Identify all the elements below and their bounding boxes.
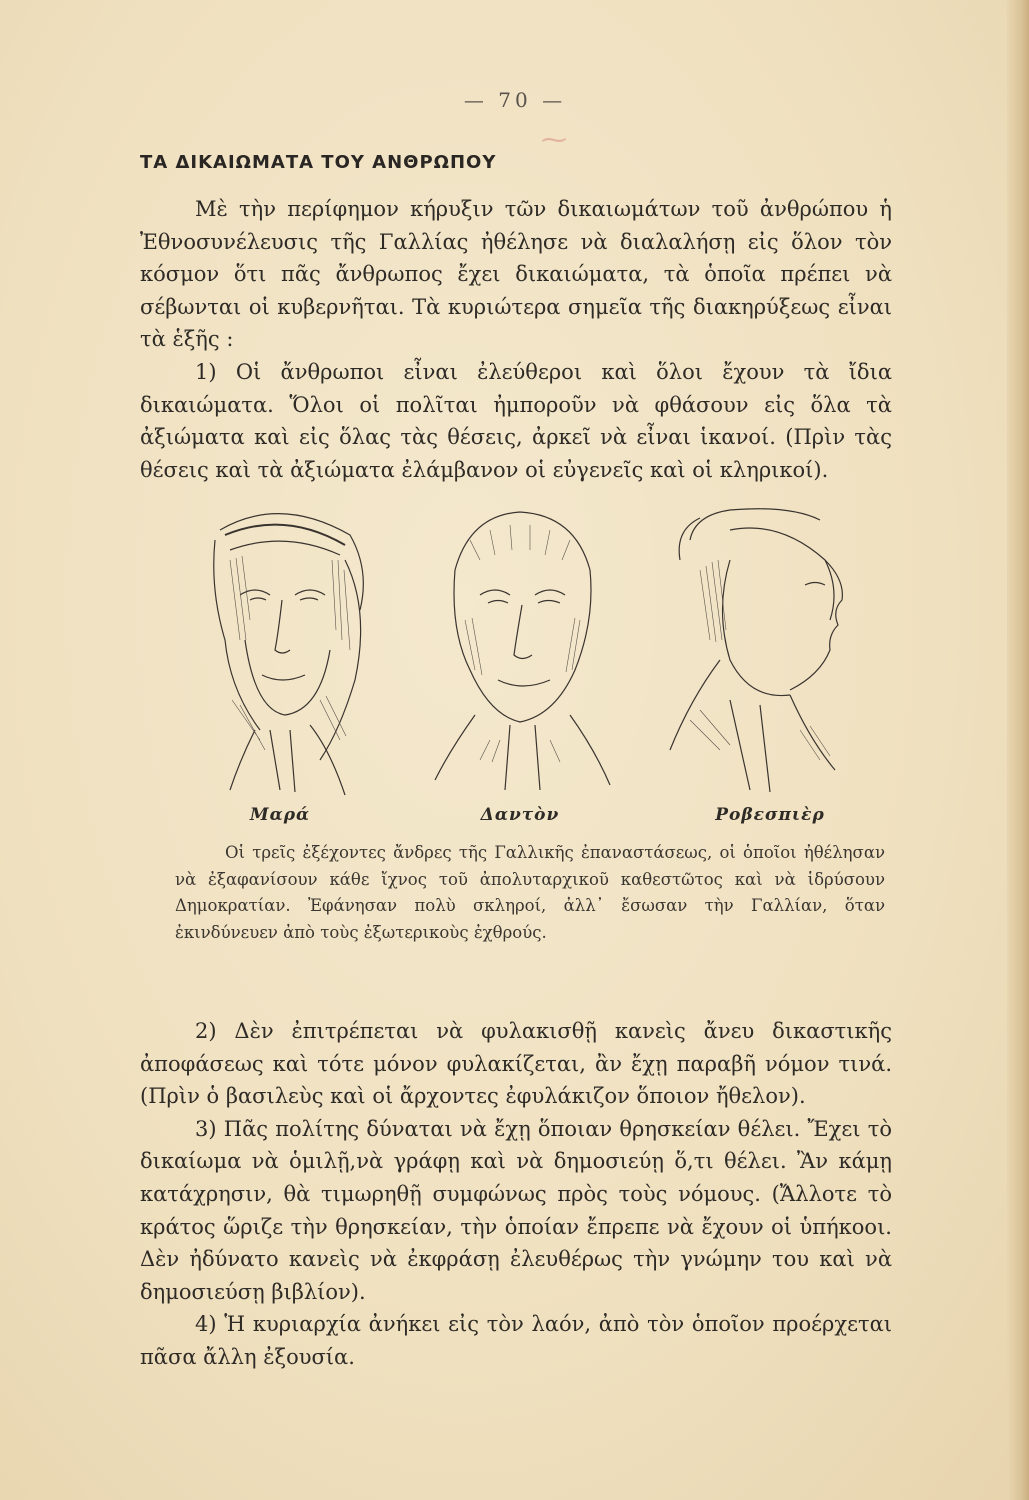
portrait-name-danton: Δαντὸν (480, 805, 560, 825)
point-4-paragraph: 4) Ἡ κυριαρχία ἀνήκει εἰς τὸν λαόν, ἀπὸ τὸν ὁποῖον προέρχεται πᾶσα ἄλλη ἐξουσία. (140, 1312, 892, 1369)
figure-caption (175, 840, 885, 946)
danton-engraving (410, 500, 630, 800)
portrait-marat (170, 500, 390, 800)
portraits-figure (170, 500, 890, 835)
portrait-danton (410, 500, 630, 800)
page-number: — 70 — (463, 88, 567, 112)
intro-paragraph: Μὲ τὴν περίφημον κήρυξιν τῶν δικαιωμάτων τοῦ ἀνθρώπου ἡ Ἐθνοσυνέλευσις τῆς Γαλλίας ἠθέλησε νὰ διαλαλήσῃ εἰς ὅλον τὸν κόσμον ὅτι πᾶς ἄνθρωπος ἔχει δικαιώματα, τὰ ὁποῖα πρέπει νὰ σέβωνται οἱ κυβερνῆται. Τὰ κυριώτερα σημεῖα τῆς διακηρύξεως εἶναι τὰ ἑξῆς : (140, 197, 892, 352)
point-1-paragraph: 1) Οἱ ἄνθρωποι εἶναι ἐλεύθεροι καὶ ὅλοι ἔχουν τὰ ἴδια δικαιώματα. Ὅλοι οἱ πολῖται ἠμποροῦν νὰ φθάσουν εἰς ὅλα τὰ ἀξιώματα καὶ εἰς ὅλας τὰς θέσεις, ἀρκεῖ νὰ εἶναι ἱκανοί. (Πρὶν τὰς θέσεις καὶ τὰ ἀξιώματα ἐλάμβανον οἱ εὐγενεῖς καὶ οἱ κληρικοί). (140, 359, 892, 482)
text-block-top (140, 193, 892, 486)
section-heading: ΤΑ ΔΙΚΑΙΩΜΑΤΑ ΤΟΥ ΑΝΘΡΩΠΟΥ (140, 152, 497, 173)
page-edge (1007, 0, 1029, 1500)
portrait-name-robespierre: Ροβεσπιὲρ (715, 805, 825, 825)
portrait-robespierre (660, 500, 880, 800)
ink-stain: ⁓ (541, 125, 567, 155)
portrait-name-marat: Μαρά (249, 805, 311, 825)
point-2-paragraph: 2) Δὲν ἐπιτρέπεται νὰ φυλακισθῇ κανεὶς ἄνευ δικαστικῆς ἀποφάσεως καὶ τότε μόνον φυλακίζεται, ἂν ἔχῃ παραβῆ νόμον τινά. (Πρὶν ὁ βασιλεὺς καὶ οἱ ἄρχοντες ἐφυλάκιζον ὅποιον ἤθελον). (140, 1019, 892, 1109)
marat-engraving (170, 500, 390, 800)
point-3-paragraph: 3) Πᾶς πολίτης δύναται νὰ ἔχῃ ὅποιαν θρησκείαν θέλει. Ἔχει τὸ δικαίωμα νὰ ὁμιλῇ,νὰ γράφῃ καὶ νὰ δημοσιεύῃ ὅ,τι θέλει. Ἂν κάμῃ κατάχρησιν, θὰ τιμωρηθῇ συμφώνως πρὸς τοὺς νόμους. (Ἄλλοτε τὸ κράτος ὥριζε τὴν θρησκείαν, τὴν ὁποίαν ἔπρεπε νὰ ἔχουν οἱ ὑπήκοοι. Δὲν ἠδύνατο κανεὶς νὰ ἐκφράσῃ ἐλευθέρως τὴν γνώμην του καὶ νὰ δημοσιεύσῃ βιβλίον). (140, 1116, 892, 1304)
caption-text: Οἱ τρεῖς ἐξέχοντες ἄνδρες τῆς Γαλλικῆς ἐπαναστάσεως, οἱ ὁποῖοι ἠθέλησαν νὰ ἐξαφανίσουν κάθε ἴχνος τοῦ ἀπολυταρχικοῦ καθεστῶτος καὶ νὰ ἱδρύσουν Δημοκρατίαν. Ἐφάνησαν πολὺ σκληροί, ἀλλ᾽ ἔσωσαν τὴν Γαλλίαν, ὅταν ἐκινδύνευεν ἀπὸ τοὺς ἐξωτερικοὺς ἐχθρούς. (175, 843, 885, 942)
robespierre-engraving (660, 500, 880, 800)
text-block-bottom (140, 1015, 892, 1374)
